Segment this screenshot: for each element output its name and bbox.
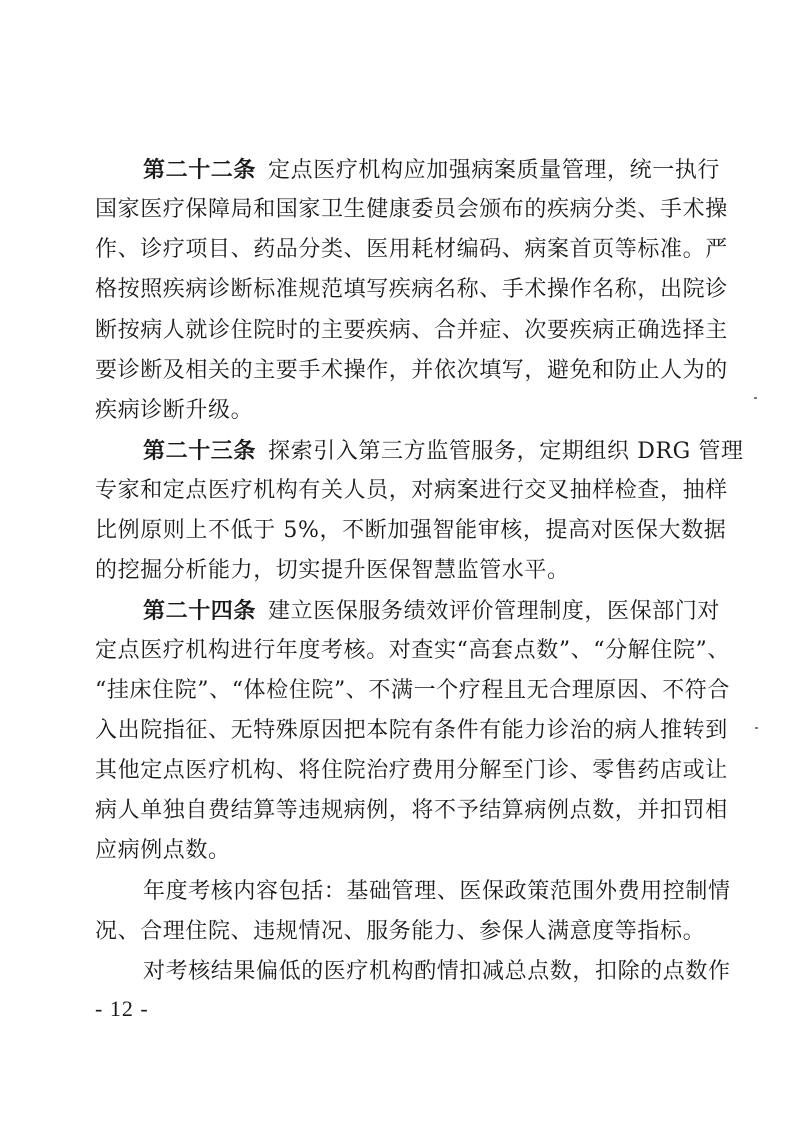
article-24-line-5: 其他定点医疗机构、将住院治疗费用分解至门诊、零售药店或让 (95, 758, 728, 783)
article-22-line-4: 格按照疾病诊断标准规范填写疾病名称、手术操作名称，出院诊 (95, 277, 728, 302)
article-24-line-4: 入出院指征、无特殊原因把本院有条件有能力诊治的病人推转到 (95, 718, 728, 743)
article-22-line-6: 要诊断及相关的主要手术操作，并依次填写，避免和防止人为的 (95, 358, 728, 383)
article-22-line-2: 国家医疗保障局和国家卫生健康委员会颁布的疾病分类、手术操 (95, 197, 728, 222)
paragraph-assessment-line-1: 年度考核内容包括：基础管理、医保政策范围外费用控制情 (143, 879, 731, 904)
article-24-line-6: 病人单独自费结算等违规病例，将不予结算病例点数，并扣罚相 (95, 798, 728, 823)
article-23-line-3: 比例原则上不低于 5%，不断加强智能审核，提高对医保大数据 (95, 518, 727, 543)
article-22-text: 定点医疗机构应加强病案质量管理，统一执行 (268, 158, 721, 183)
article-22-line-5: 断按病人就诊住院时的主要疾病、合并症、次要疾病正确选择主 (95, 318, 728, 343)
page-number: - 12 - (95, 996, 149, 1021)
article-22-line-7: 疾病诊断升级。 (95, 398, 254, 423)
article-24-line-1 (143, 591, 721, 631)
article-22-line-1 (143, 150, 721, 190)
article-24-text: 建立医保服务绩效评价管理制度，医保部门对 (268, 599, 721, 624)
article-22-heading: 第二十二条 (143, 157, 257, 183)
article-24-line-3: “挂床住院”、“体检住院”、不满一个疗程且无合理原因、不符合 (95, 678, 730, 703)
article-22-line-3: 作、诊疗项目、药品分类、医用耗材编码、病案首页等标准。严 (95, 237, 728, 262)
article-23-line-1 (143, 431, 744, 471)
article-23-text: 探索引入第三方监管服务，定期组织 DRG 管理 (268, 439, 744, 464)
paragraph-deduction-line-1: 对考核结果偏低的医疗机构酌情扣减总点数，扣除的点数作 (143, 959, 731, 984)
article-24-heading: 第二十四条 (143, 598, 257, 624)
article-23-heading: 第二十三条 (143, 438, 257, 464)
article-23-line-4: 的挖掘分析能力，切实提升医保智慧监管水平。 (95, 558, 570, 583)
scan-speck (755, 727, 758, 729)
scan-speck (754, 397, 757, 399)
article-24-line-2: 定点医疗机构进行年度考核。对查实“高套点数”、“分解住院”、 (95, 638, 730, 663)
paragraph-assessment-line-2: 况、合理住院、违规情况、服务能力、参保人满意度等指标。 (95, 919, 706, 944)
article-23-line-2: 专家和定点医疗机构有关人员，对病案进行交叉抽样检查，抽样 (95, 478, 728, 503)
article-24-line-7: 应病例点数。 (95, 838, 231, 863)
